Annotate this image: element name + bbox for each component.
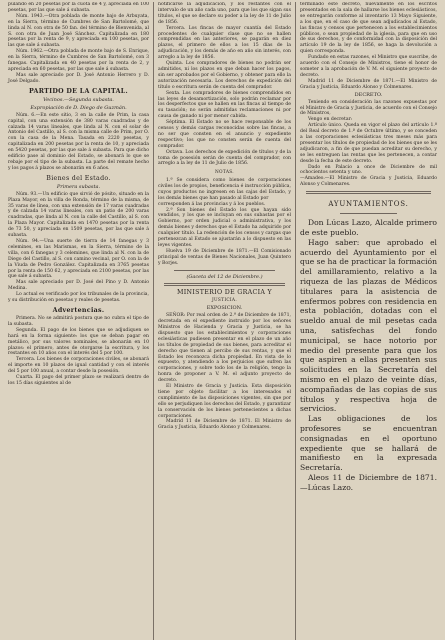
paragraph: Núm. 94.—Una suerte de tierra de 14 fanegas y 3 celemines, en las Marismas, en la Sierra, término de la villa, con 6 fanegas y 3 celemines, que linda al N. con la de Diego del Castillo, al S. con camino vecinal, por O. con la de la Viuda de Pedro González. Capitalizada en 3765 pesetas por la renta de 150 62, y apreciada en 2100 pesetas, por las que sale á subasta.	[8, 239, 149, 280]
paragraph: terminado este decreto, nuevamente en los escritos presentados en la sala de hallarse los bienes eclesiásticos, se entregarán conforme al inventario 13 Mayo Siguiente, a los que, en el caso de que sean adjudicados al Estado, las fincas y censos que pertenecen a los establecimientos públicos, o sean propiedad de la iglesia, para que en uso de sus derechos, y de conformidad con la disposición del artículo 19 de la ley de 1856, se haga la devolución a quien corresponda.	[300, 2, 437, 55]
paragraph: Quinta. Los compradores de bienes no podrán ser admitidos, ni los plazos en que deban hacer los pagos, sin ser aprobados por el Gobierno, y obtener para ello la autorización necesaria. Los derechos de expedición del título o escritura serán de cuenta del comprador.	[158, 61, 291, 90]
column-right	[295, 2, 441, 640]
paragraph: Núm. 93.—Un edificio que sirvió de pósito, situado en la Plaza Mayor, en la villa de Ronda, término de la misma, de 35 varas de línea, con una extensión de 17 varas cuadradas y de calzada 14 varas lineales, con un patio de 200 varas cuadradas, que linda al N. con la calle del Castillo, al S. con la Plaza Mayor. Capitalizada en 1470 pesetas por la renta de 73 50, y apreciada en 1509 pesetas, por las que sale á subasta.	[8, 191, 149, 239]
paragraph: Huelva 19 de Diciembre de 1871.—El Comisionado principal de ventas de Bienes Nacionales, Juan Quintero y Borjes.	[158, 248, 291, 266]
decree-heading: DECRETO.	[354, 91, 383, 98]
paragraph: Sexta. Los compradores de bienes comprendidos en las leyes de desamortización, solo podrán reclamar por los desperfectos que se hallen en las fincas al tiempo de su tasación; no serán admitidas reclamaciones ni por causa de ganado ni por menor cabida.	[158, 90, 291, 120]
paragraph: corresponden á las provincias y á los pueblos.	[158, 201, 266, 207]
paragraph: Tercera. Los bienes de corporaciones civiles, se abonará el importe en 10 plazos de igual cantidad y con el interés del 5 por 100 anual, a contar desde la posesión.	[8, 357, 149, 375]
paragraph: Cuarta. El pago del primer plazo se realizará dentro de los 15 días siguientes al de	[8, 375, 149, 386]
divider	[340, 213, 397, 214]
paragraph: Dado en Palacio a once de Diciembre de mil ochocientos setenta y uno.	[300, 164, 437, 176]
paragraph: notificarse la adjudicación, y los restantes con el intervalo de un año cada uno, para que los que sigan sus títulos, el que se declare su poder a la ley de 11 de Julio de 1856.	[158, 2, 291, 25]
section-heading: PARTIDO DE LA CAPITAL.	[28, 87, 129, 95]
paragraph: Hago saber: que aprobado el acuerdo del Ayuntamiento por el que se ha de practicar la formación del amillaramiento, relativo a la riqueza de las plazas de Médicos titulares para la asistencia de enfermos pobres con residencia en esta población, dotadas con el sueldo anual de mil pesetas cada una, satisfechas del fondo municipal, se hace notorio por medio del presente para que los que aspiren a ellas presenten sus solicitudes en la Secretaría del mismo en el plazo de veinte días, acompañadas de las copias de sus títulos y respectiva hoja de servicios.	[300, 237, 437, 414]
paragraph: Segunda. El pago de los bienes que se adjudiquen se hará en la forma siguiente: los que se deban pagar en metálico, por sus valores nominales, se abonarán en 10 plazos: el primero, antes de otorgarse la escritura, y los restantes en 10 años con el interés del 5 por 100.	[8, 327, 149, 357]
paragraph: Vengo en decretar:	[308, 117, 353, 123]
section-subheading: Vecinos.—Segunda subasta.	[43, 96, 114, 103]
paragraph: Madrid 11 de Diciembre de 1871.—El Ministro de Gracia y Justicia, Eduardo Alonso y Colmenares.	[300, 78, 437, 90]
paragraph: Madrid 11 de Diciembre de 1871. El Ministro de Gracia y Justicia, Eduardo Alonso y Colmenares.	[158, 419, 291, 431]
paragraph: Teniendo en consideración las razones expuestas por el Ministro de Gracia y Justicia, de acuerdo con el Consejo de Ministros,	[300, 99, 437, 117]
notes-heading: NOTAS.	[215, 170, 234, 176]
paragraph: Tercera. Los fincas de mayor cuantía del Estado procedentes de cualquier clase que no se hallen comprendidas en las anteriores, se pagarán en diez plazos, el primero de ellos a los 15 días de la adjudicación, y los demás de año en año sin interés, con arreglo a la ley de 1856.	[158, 25, 291, 61]
paragraph: Fundado en estas razones, el Ministro que suscribe, de acuerdo con el Consejo de Ministros, tiene el honor de someter a la aprobación de V. M. el siguiente proyecto de decreto.	[300, 55, 437, 78]
paragraph: Lo actual es verificado por los tribunales de la provincia, y su distribución en pesetas y reales de pesetas.	[8, 292, 149, 304]
paragraph: SEÑOR: Por real orden de 2.ª de Diciembre de 1871, decretada en el expediente instruido por los señores Ministros de Hacienda y Gracia y Justicia, se ha dispuesto que los establecimientos y corporaciones eclesiásticas pudiesen presentar en el plazo de un año los títulos de propiedad de sus bienes, para acreditar el derecho que tienen al percibo de sus rentas, y que el Estado les reconozca dicha propiedad. En vista de lo expuesto, y atendiendo a los perjuicios que sufren las corporaciones, y sobre todo los de la religión, tengo la honra de proponer a V. M. el adjunto proyecto de decreto.	[158, 313, 291, 384]
paragraph: Núm. 1943.—Otra poblada de monte bajo de Arbuyata, en la Sierra, término de Cumbres de San Bartolomé, que linda al N. con otra de 50 fan. del término de Bienvenida, al S. con otra de Juan José Sánchez. Capitalizada en 180 pesetas por la renta de 9, y apreciada en 100 pesetas, por las que sale á subasta.	[8, 13, 149, 49]
paragraph: Aleos 11 de Diciembre de 1871.—Lúcas Lazo.	[300, 472, 437, 492]
divider	[164, 283, 285, 286]
paragraph: Séptima. El Estado no se hace responsable de los censos y demás cargas reconocidas sobre las fincas, a no ser que consten en el anuncio y expediente respectivo; los que no consten serán de cuenta del comprador.	[158, 120, 291, 149]
section-heading: Bienes del Estado.	[46, 174, 111, 182]
paragraph: Artículo único. Queda en vigor el plazo del artículo 1.º del Real decreto de 1.º de Octubre último, y se conceden a las corporaciones eclesiásticas tres meses más para presentar los títulos de propiedad de los bienes que se les adjudicaron, a fin de que puedan acreditar su derecho, y se les entreguen las rentas que les pertenecen, a contar desde la fecha de este decreto.	[300, 123, 437, 164]
paragraph: 2.ª Son bienes del Estado los que hayan sido vendidos, y los que se incluyan en sus subastas por el Gobierno, por orden judicial o administrativa, y los demás bienes y derechos que el Estado ha adquirido por cualquier título. La redención de los censos y cargas que pertenezcan al Estado se ajustarán a lo dispuesto en las leyes vigentes.	[158, 207, 291, 248]
decree-signature: —Amadeo.—El Ministro de Gracia y Justicia, Eduardo Alonso y Colmenares.	[300, 176, 437, 188]
ministry-heading-line2: JUSTICIA.	[211, 297, 237, 303]
section-subheading: Primera subasta.	[56, 183, 101, 190]
paragraph: Don Lúcas Lazo, Alcalde primero de este pueblo.	[300, 218, 437, 237]
paragraph: El Ministro de Gracia y Justicia. Esta disposición tiene por objeto facilitar a los interesados el cumplimiento de las disposiciones vigentes, sin que por ello se perjudiquen los derechos del Estado, y garantizar la conservación de los bienes pertenecientes a dichas corporaciones.	[158, 384, 291, 419]
ayuntamientos-heading: AYUNTAMIENTOS.	[328, 200, 409, 209]
column-left	[4, 2, 153, 640]
exposition-heading: EXPOSICION.	[206, 305, 243, 312]
paragraph: Mas sale apreciado por D. José del Pino y D. Antonio Medina.	[8, 280, 149, 292]
gazette-reference: (Gaceta del 12 de Diciembre.)	[186, 273, 263, 280]
ministry-heading: MINISTERIO DE GRACIA Y	[176, 288, 272, 296]
paragraph: Mas sale apreciado por D. José Antonio Herrero y D. José Delgado.	[8, 72, 149, 84]
section-heading: Advertencias.	[52, 306, 105, 314]
paragraph: pulando en 20 pesetas por la cuota de 4 y, apreciada en 100 pesetas, por las que sale á subasta.	[8, 2, 149, 13]
section-subheading: Expropiación de D. Diego de Guzmán.	[30, 104, 127, 111]
divider	[306, 191, 431, 194]
paragraph: Núm. 1962.—Otra poblada de monte bajo de S. Enrique, en la Sierra, término de Cumbres de San Bartolomé, con 3 fanegas. Capitalizada en 40 pesetas por la renta de 2, y apreciada en 60 pesetas, por las que sale á subasta.	[8, 49, 149, 72]
paragraph: 1.ª Se considera como bienes de corporaciones civiles los de propios, beneficencia é instrucción pública, cuyos productos no ingresen en las cajas del Estado, y los demás bienes que han pasado al Estado por	[158, 177, 291, 201]
paragraph: Núm. 6.—En este sitio, 3 en la calle de Prim, la casa capital, con una extensión de 380 varas cuadradas y de calzada 14 varas lineales, que linda al N. con el solar de Antonio del Castillo, al S. con la misma calle de Prim, por O. con la casa de la Mena. Tasada en 2220 pesetas, y capitalizada en 200 pesetas por la renta de 10, y apreciada en 5420 pesetas, por las que sale á subasta. Para que dicho edificio pase al dominio del Estado, se abonará lo que se rebaje por el tipo de la subasta. La parte del remate hecho y los pagos á plazos se abonarán en 6 años.	[8, 112, 149, 171]
paragraph: Primera. No se admitirá postura que no cubra el tipo de la subasta.	[8, 315, 149, 327]
paragraph: Octava. Los derechos de expedición de títulos y de la toma de posesión serán de cuenta del comprador, con arreglo a la ley de 11 de Julio de 1856.	[158, 149, 291, 167]
paragraph: Las obligaciones de los profesores se encuentran consignadas en el oportuno expediente que se hallará de manifiesto en la expresada Secretaría.	[300, 414, 437, 473]
divider	[174, 270, 275, 271]
column-middle	[153, 2, 295, 640]
